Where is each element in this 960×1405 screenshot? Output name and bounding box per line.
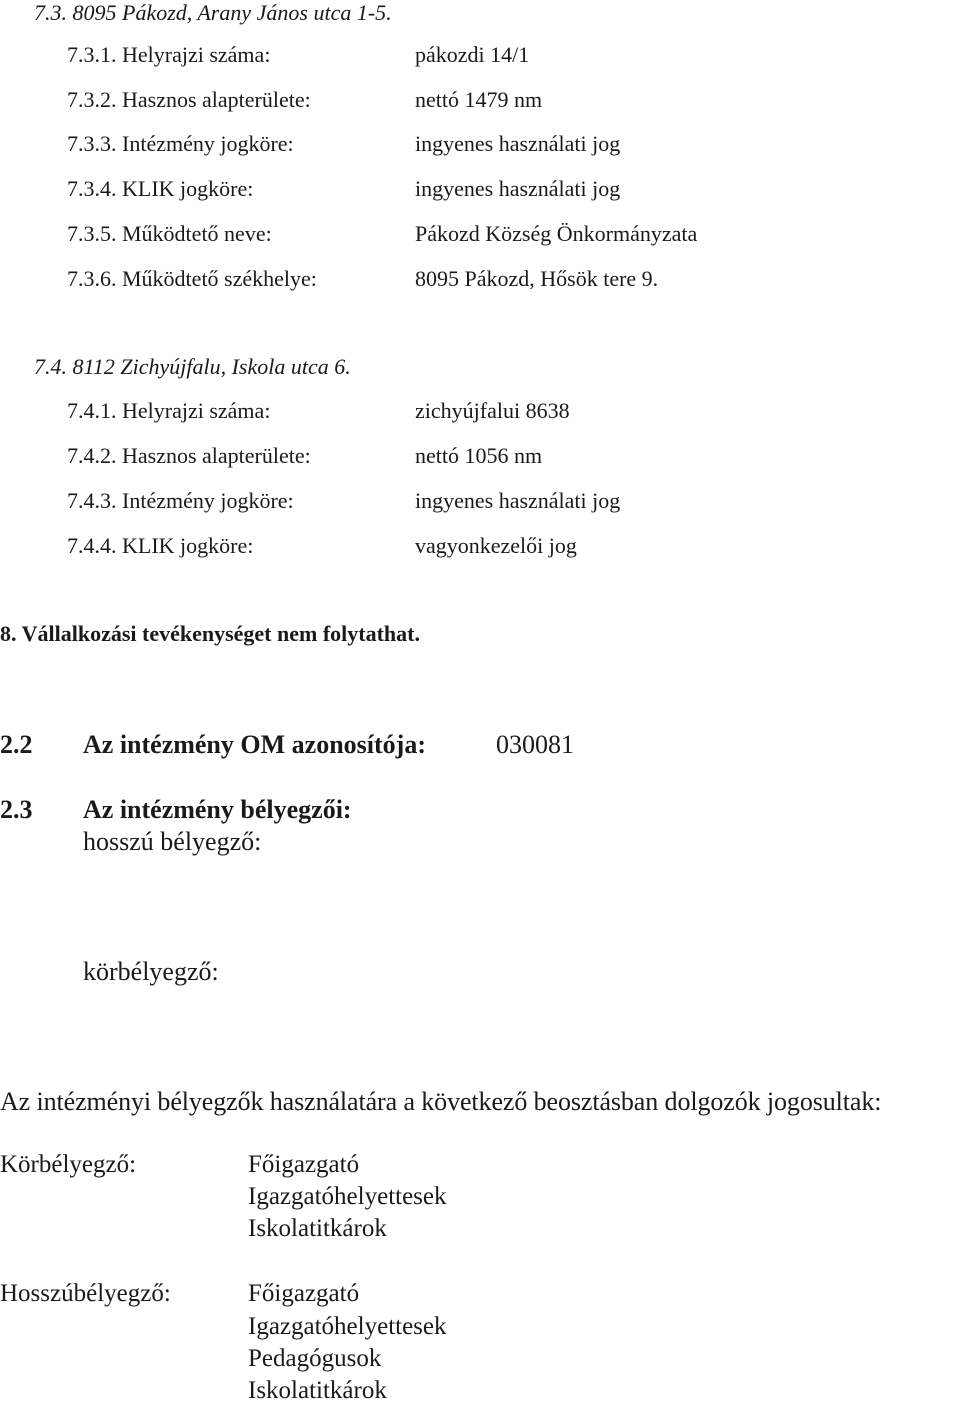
row-label: 7.3.1. Helyrajzi száma: xyxy=(67,42,271,67)
stamps-heading: Az intézmény bélyegzői: xyxy=(83,795,352,824)
korbelyegzo-item: Főigazgató xyxy=(248,1151,360,1178)
hosszubelyegzo-item: Igazgatóhelyettesek xyxy=(248,1313,447,1340)
row-label: 7.4.3. Intézmény jogköre: xyxy=(67,488,294,513)
section-2-3-number: 2.3 xyxy=(0,795,33,824)
section-7-3-heading: 7.3. 8095 Pákozd, Arany János utca 1-5. xyxy=(34,0,392,25)
hosszubelyegzo-item: Pedagógusok xyxy=(248,1345,382,1372)
section-7-4-heading: 7.4. 8112 Zichyújfalu, Iskola utca 6. xyxy=(34,354,351,379)
row-label: 7.3.3. Intézmény jogköre: xyxy=(67,131,294,156)
row-label: 7.3.5. Működtető neve: xyxy=(67,221,272,246)
hosszubelyegzo-item: Iskolatitkárok xyxy=(248,1377,387,1404)
row-value: pákozdi 14/1 xyxy=(415,42,530,67)
korbelyegzo-item: Iskolatitkárok xyxy=(248,1215,387,1242)
long-stamp-label: hosszú bélyegző: xyxy=(83,827,262,856)
row-value: zichyújfalui 8638 xyxy=(415,398,570,423)
row-value: ingyenes használati jog xyxy=(415,131,621,156)
row-label: 7.3.2. Hasznos alapterülete: xyxy=(67,87,311,112)
row-value: 8095 Pákozd, Hősök tere 9. xyxy=(415,266,659,291)
row-value: Pákozd Község Önkormányzata xyxy=(415,221,698,246)
hosszubelyegzo-item: Főigazgató xyxy=(248,1280,360,1307)
row-value: ingyenes használati jog xyxy=(415,488,621,513)
row-value: vagyonkezelői jog xyxy=(415,533,577,558)
stamp-usage-text: Az intézményi bélyegzők használatára a következő beosztásban dolgozók jogosultak: xyxy=(0,1087,882,1116)
korbelyegzo-label: Körbélyegző: xyxy=(0,1151,137,1178)
hosszubelyegzo-label: Hosszúbélyegző: xyxy=(0,1280,171,1307)
row-value: nettó 1479 nm xyxy=(415,87,543,112)
row-label: 7.4.1. Helyrajzi száma: xyxy=(67,398,271,423)
section-2-2-number: 2.2 xyxy=(0,730,33,759)
row-label: 7.4.4. KLIK jogköre: xyxy=(67,533,254,558)
round-stamp-label: körbélyegző: xyxy=(83,957,219,986)
om-id-label: Az intézmény OM azonosítója: xyxy=(83,730,426,759)
row-value: ingyenes használati jog xyxy=(415,176,621,201)
row-label: 7.3.4. KLIK jogköre: xyxy=(67,176,254,201)
row-value: nettó 1056 nm xyxy=(415,443,543,468)
section-8-text: 8. Vállalkozási tevékenységet nem folytathat. xyxy=(0,621,420,646)
korbelyegzo-item: Igazgatóhelyettesek xyxy=(248,1183,447,1210)
row-label: 7.4.2. Hasznos alapterülete: xyxy=(67,443,311,468)
row-label: 7.3.6. Működtető székhelye: xyxy=(67,266,317,291)
om-id-value: 030081 xyxy=(496,730,574,759)
